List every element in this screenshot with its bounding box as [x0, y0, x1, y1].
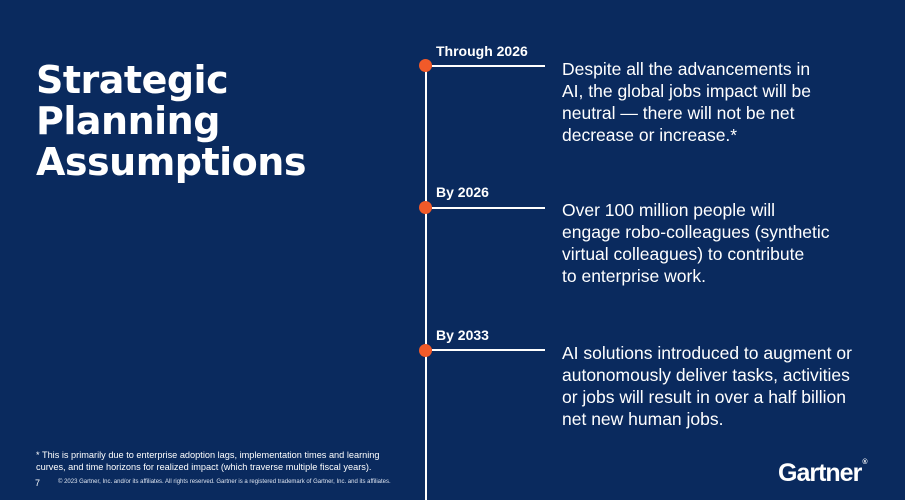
footnote: * This is primarily due to enterprise adoption lags, implementation times and learning curves, and time horizons for realized impact (which traverse multiple fiscal years).	[36, 450, 380, 472]
timeline-dot	[419, 59, 432, 72]
milestone-text-by-2033: AI solutions introduced to augment or autonomously deliver tasks, activities or jobs will result in over a half billion net new human jobs.	[562, 343, 852, 429]
registered-mark: ®	[862, 459, 867, 466]
timeline-connector	[432, 207, 545, 209]
logo-text: Gartner	[778, 459, 862, 487]
timeline-dot	[419, 201, 432, 214]
timeline-dot	[419, 344, 432, 357]
gartner-logo	[778, 459, 866, 488]
milestone-label-through-2026: Through 2026	[436, 43, 528, 59]
milestone-label-by-2026: By 2026	[436, 184, 489, 200]
timeline-connector	[432, 349, 545, 351]
page-number: 7	[35, 478, 41, 488]
milestone-label-by-2033: By 2033	[436, 327, 489, 343]
slide-title: Strategic Planning Assumptions	[36, 58, 306, 184]
milestone-text-by-2026: Over 100 million people will engage robo-colleagues (synthetic virtual colleagues) to contribute to enterprise work.	[562, 200, 830, 286]
timeline-connector	[432, 65, 545, 67]
timeline-line	[425, 62, 427, 500]
milestone-text-through-2026: Despite all the advancements in AI, the global jobs impact will be neutral — there will not be net decrease or increase.*	[562, 59, 812, 145]
copyright-notice: © 2023 Gartner, Inc. and/or its affiliates. All rights reserved. Gartner is a registered trademark of Gartner, Inc. and its affiliates.	[58, 479, 391, 485]
